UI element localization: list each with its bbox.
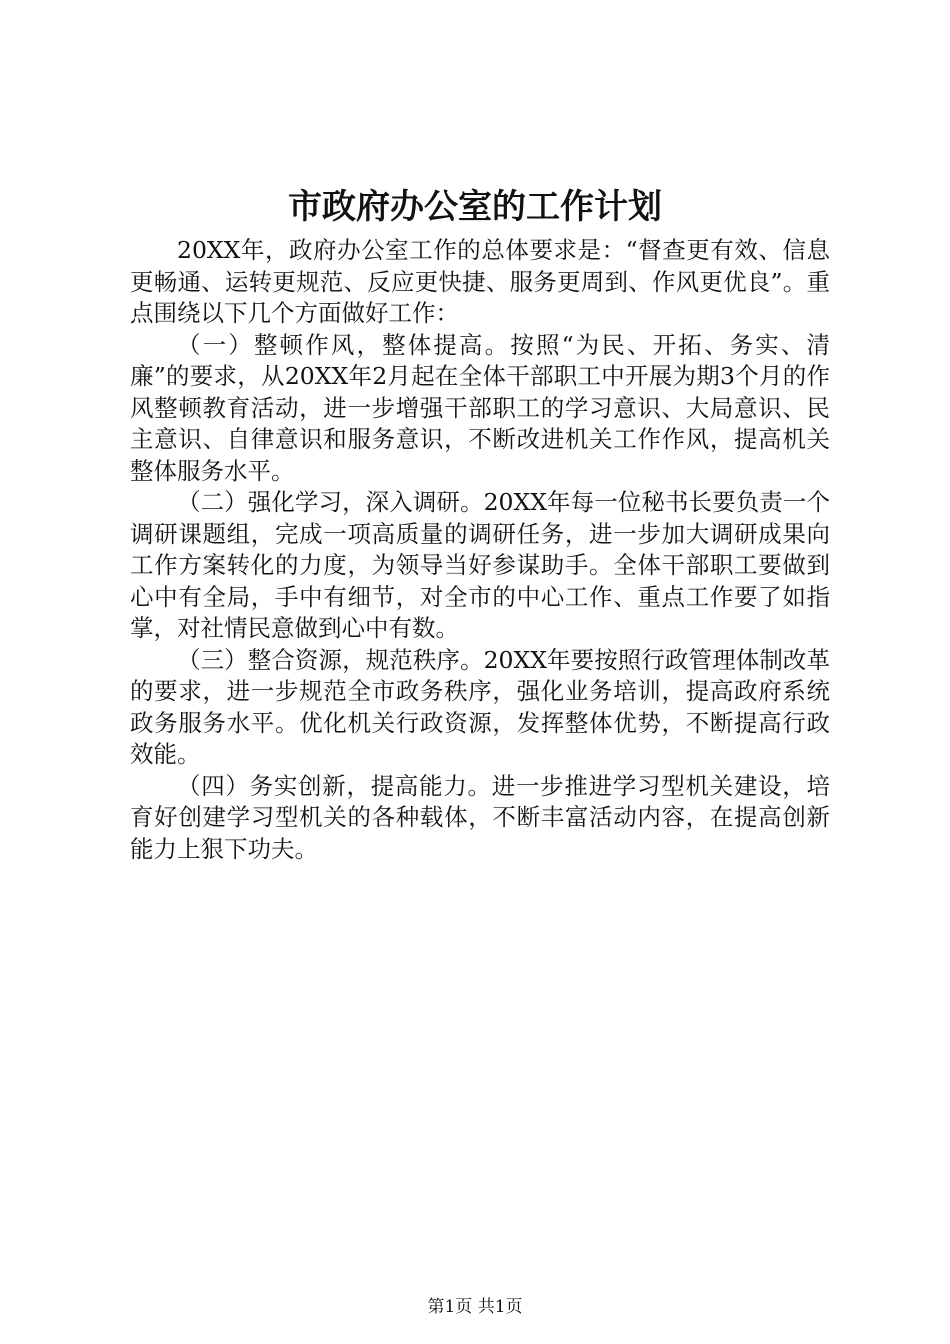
paragraph-two: （二）强化学习，深入调研。20XX年每一位秘书长要负责一个调研课题组，完成一项高质量的调研任务，进一步加大调研成果向工作方案转化的力度，为领导当好参谋助手。全体干部职工要做到心中有全局，手中有细节，对全市的中心工作、重点工作要了如指掌，对社情民意做到心中有数。: [130, 488, 830, 642]
paragraph-four: （四）务实创新，提高能力。进一步推进学习型机关建设，培育好创建学习型机关的各种载体，不断丰富活动内容，在提高创新能力上狠下功夫。: [130, 771, 830, 863]
intro-paragraph: 20XX年，政府办公室工作的总体要求是：“督查更有效、信息更畅通、运转更规范、反应更快捷、服务更周到、作风更优良”。重点围绕以下几个方面做好工作：: [130, 236, 830, 327]
paragraph-three: （三）整合资源，规范秩序。20XX年要按照行政管理体制改革的要求，进一步规范全市政务秩序，强化业务培训，提高政府系统政务服务水平。优化机关行政资源，发挥整体优势，不断提高行政效能。: [130, 645, 830, 768]
document-title: 市政府办公室的工作计划: [288, 187, 662, 227]
paragraph-one: （一）整顿作风，整体提高。按照“为民、开拓、务实、清廉”的要求，从20XX年2月起在全体干部职工中开展为期3个月的作风整顿教育活动，进一步增强干部职工的学习意识、大局意识、民主意识、自律意识和服务意识，不断改进机关工作作风，提高机关整体服务水平。: [130, 330, 830, 485]
page-footer: 第1页 共1页: [427, 1297, 523, 1317]
document-body: [130, 235, 830, 865]
